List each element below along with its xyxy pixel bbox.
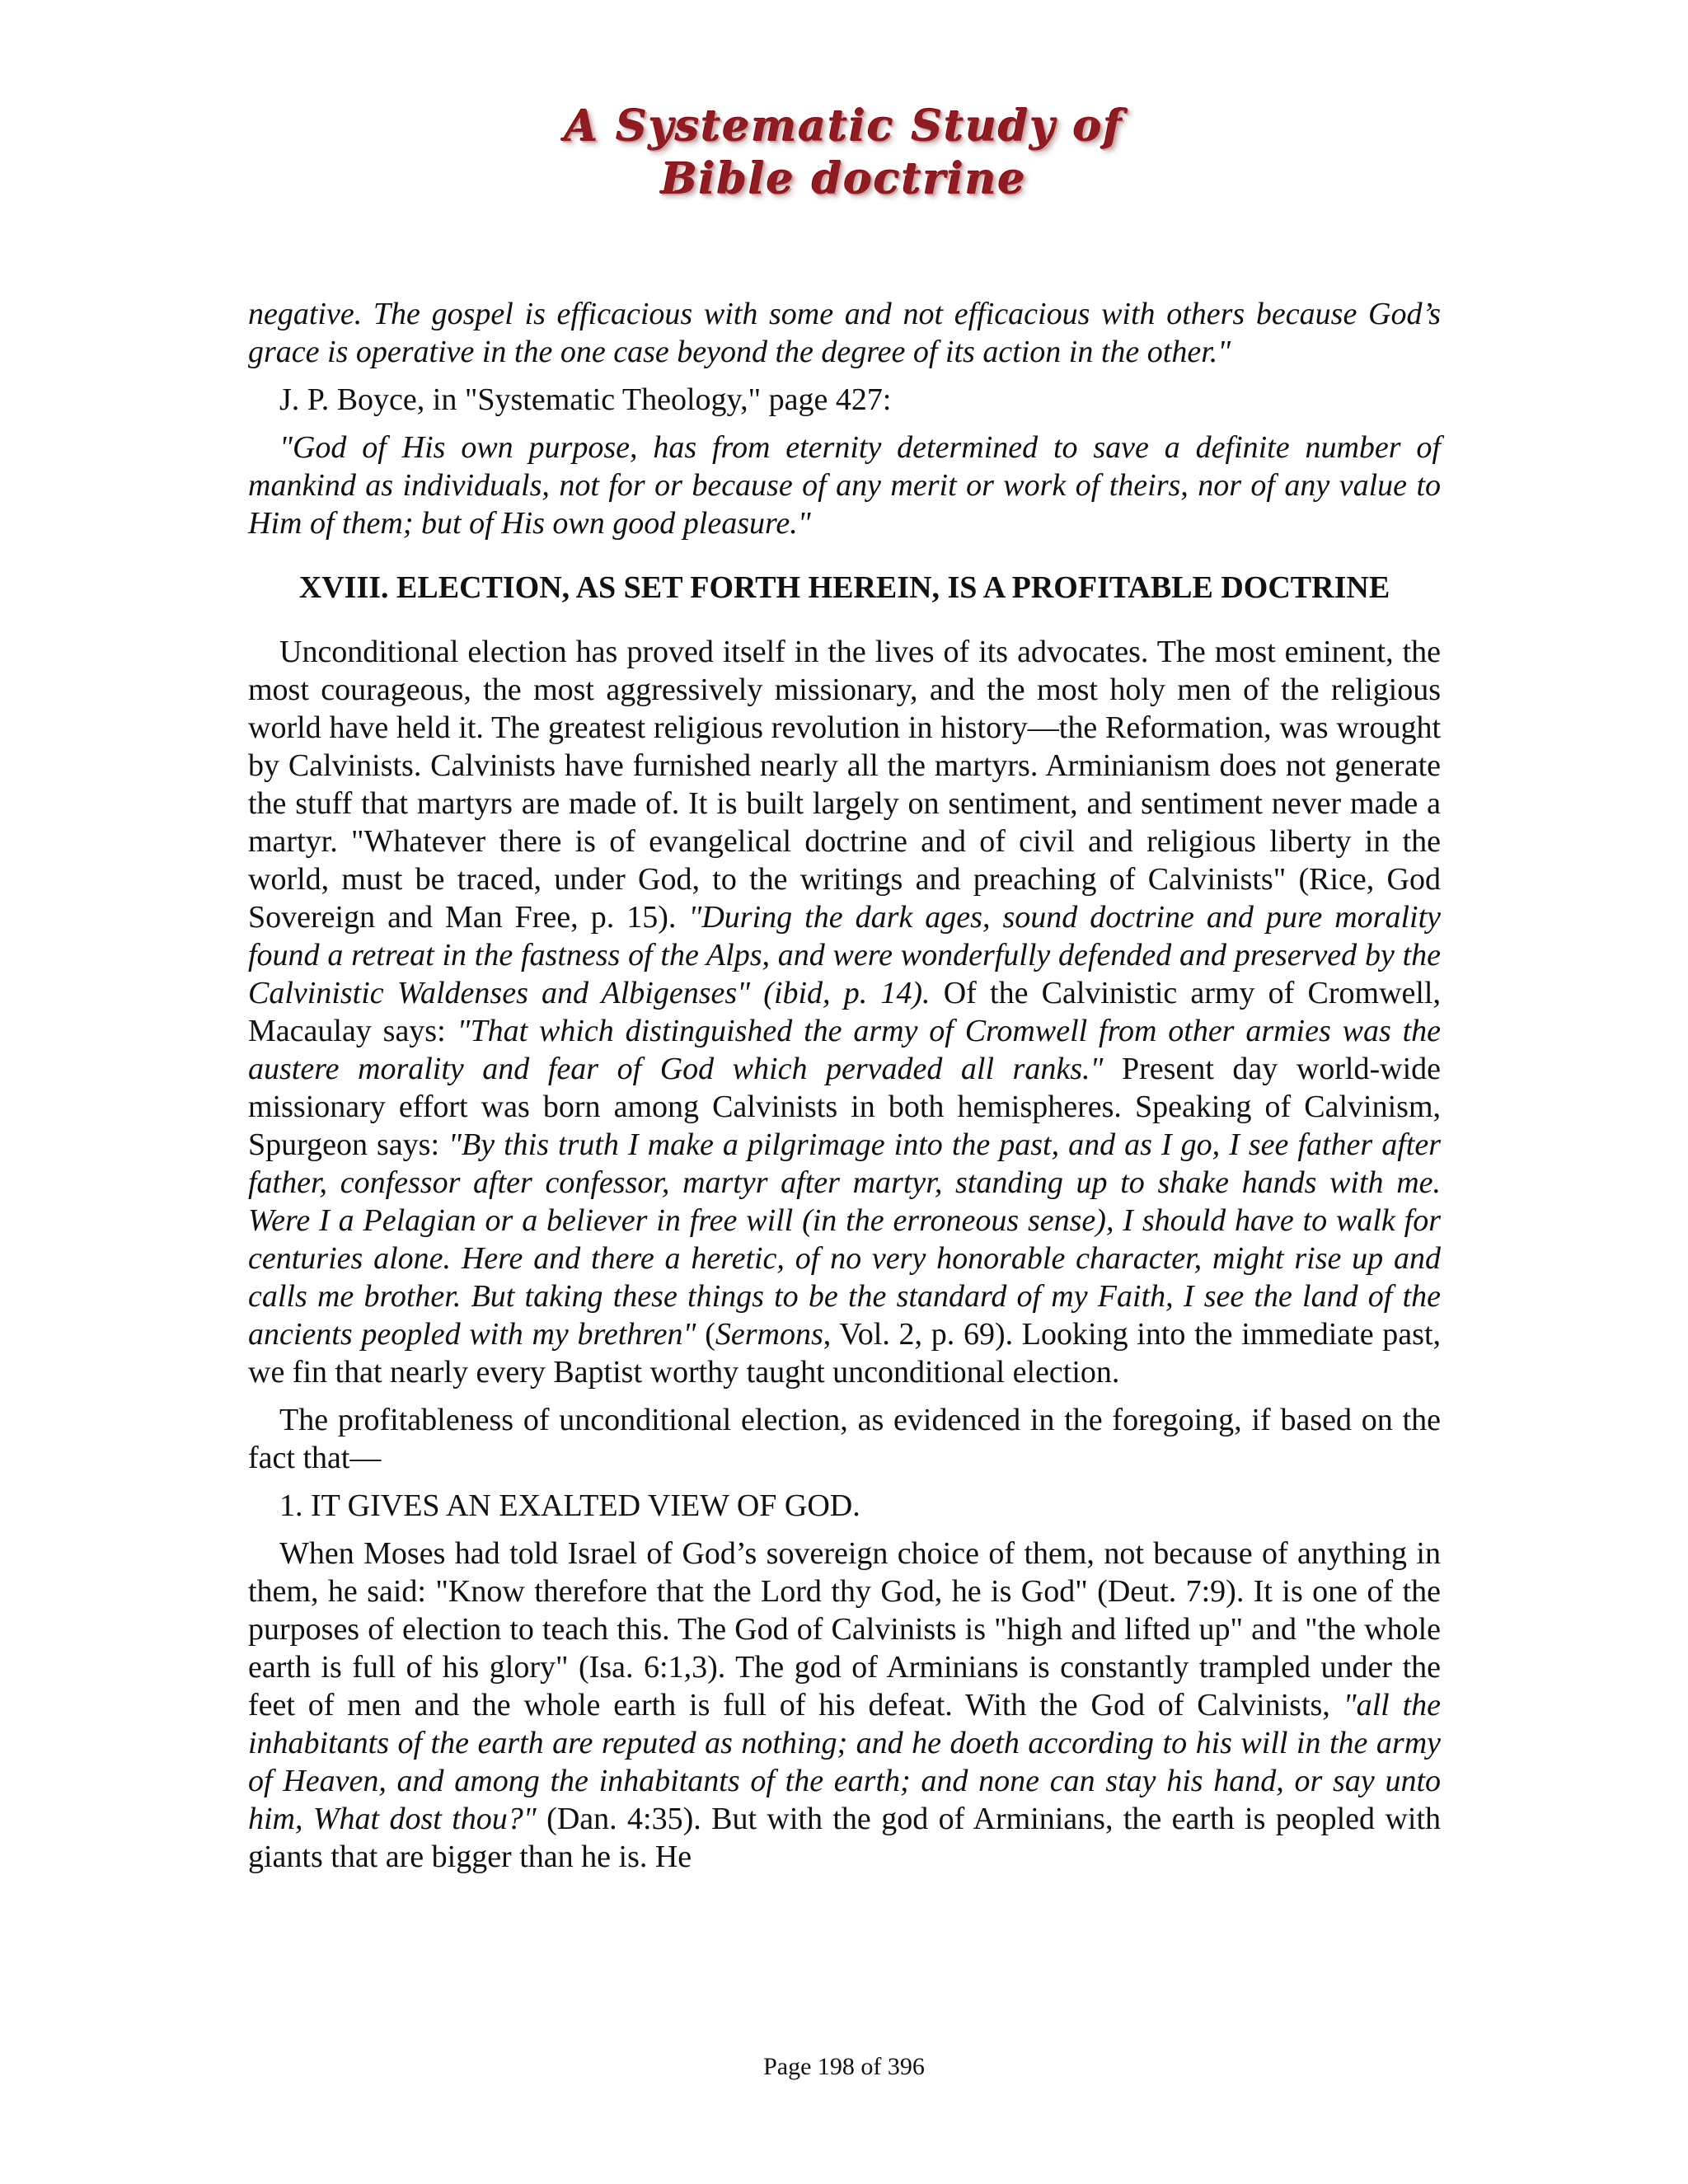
- logo-title-line1: A Systematic Study of: [565, 101, 1123, 152]
- sermons-title: Sermons: [715, 1317, 823, 1352]
- quote-continuation: negative. The gospel is efficacious with some and not efficacious with others because God’s grace is operative in the one case beyond the degree of its action in the other.": [248, 297, 1441, 369]
- page-body: [248, 295, 1441, 1886]
- text-run: (Dan. 4:35). But with the god of Arminians, the earth is peopled with giants that are bigger than he is. He: [248, 1802, 1441, 1874]
- quote-macaulay: "That which distinguished the army of Cromwell from other armies was the austere morality and fear of God which pervaded all ranks.": [248, 1014, 1441, 1086]
- section-heading: XVIII. ELECTION, AS SET FORTH HEREIN, IS A PROFITABLE DOCTRINE: [298, 570, 1390, 605]
- quote-daniel: "all the inhabitants of the earth are reputed as nothing; and he doeth according to his will in the army of Heaven, and among the inhabitants of the earth; and none can stay his hand, or say unto him, What dost thou?": [248, 1688, 1441, 1836]
- text-run: (: [696, 1317, 715, 1352]
- page-number: Page 198 of 396: [763, 2053, 925, 2080]
- paragraph-moses: [248, 1535, 1441, 1876]
- text-run: , Vol. 2, p. 69). Looking into the immediate past, we fin that nearly every Baptist worthy taught unconditional election.: [248, 1317, 1442, 1390]
- text-run: Of the Calvinistic army of Cromwell, Macaulay says:: [248, 976, 1441, 1048]
- citation-boyce: J. P. Boyce, in "Systematic Theology," page 427:: [279, 382, 892, 417]
- paragraph-profitableness: The profitableness of unconditional election, as evidenced in the foregoing, if based on the fact that—: [248, 1403, 1441, 1475]
- quote-dark-ages: "During the dark ages, sound doctrine and pure morality found a retreat in the fastness of the Alps, and were wonderfully defended and preserved by the Calvinistic Waldenses and Albigenses" (ibid, p. 14).: [248, 900, 1441, 1010]
- paragraph-unconditional-election: [248, 633, 1441, 1391]
- text-run: Present day world-wide missionary effort was born among Calvinists in both hemispheres. Speaking of Calvinism, Spurgeon says:: [248, 1052, 1441, 1162]
- text-run: When Moses had told Israel of God’s sovereign choice of them, not because of anything in them, he said: "Know therefore that the Lord thy God, he is God" (Deut. 7:9). It is one of the purposes of election to teach this. The God of Calvinists is "high and lifted up" and "the whole earth is full of his glory" (Isa. 6:1,3). The god of Arminians is constantly trampled under the feet of men and the whole earth is full of his defeat. With the God of Calvinists,: [248, 1536, 1441, 1722]
- numbered-point-1: 1. IT GIVES AN EXALTED VIEW OF GOD.: [279, 1488, 860, 1523]
- text-run: Unconditional election has proved itself in the lives of its advocates. The most eminent, the most courageous, the most aggressively missionary, and the most holy men of the religious world have held it. The greatest religious revolution in history—the Reformation, was wrought by Calvinists. Calvinists have furnished nearly all the martyrs. Arminianism does not generate the stuff that martyrs are made of. It is built largely on sentiment, and sentiment never made a martyr. "Whatever there is of evangelical doctrine and of civil and religious liberty in the world, must be traced, under God, to the writings and preaching of Calvinists" (Rice, God Sovereign and Man Free, p. 15).: [248, 635, 1441, 935]
- header-logo: [0, 101, 1688, 206]
- quote-spurgeon: "By this truth I make a pilgrimage into the past, and as I go, I see father after father, confessor after confessor, martyr after martyr, standing up to shake hands with me. Were I a Pelagian or a believer in free will (in the erroneous sense), I should have to walk for centuries alone. Here and there a heretic, of no very honorable character, might rise up and calls me brother. But taking these things to be the standard of my Faith, I see the land of the ancients peopled with my brethren": [248, 1127, 1442, 1352]
- logo-title-line2: Bible doctrine: [661, 154, 1027, 204]
- quote-boyce: "God of His own purpose, has from eternity determined to save a definite number of mankind as individuals, not for or because of any merit or work of theirs, nor of any value to Him of them; but of His own good pleasure.": [248, 430, 1441, 541]
